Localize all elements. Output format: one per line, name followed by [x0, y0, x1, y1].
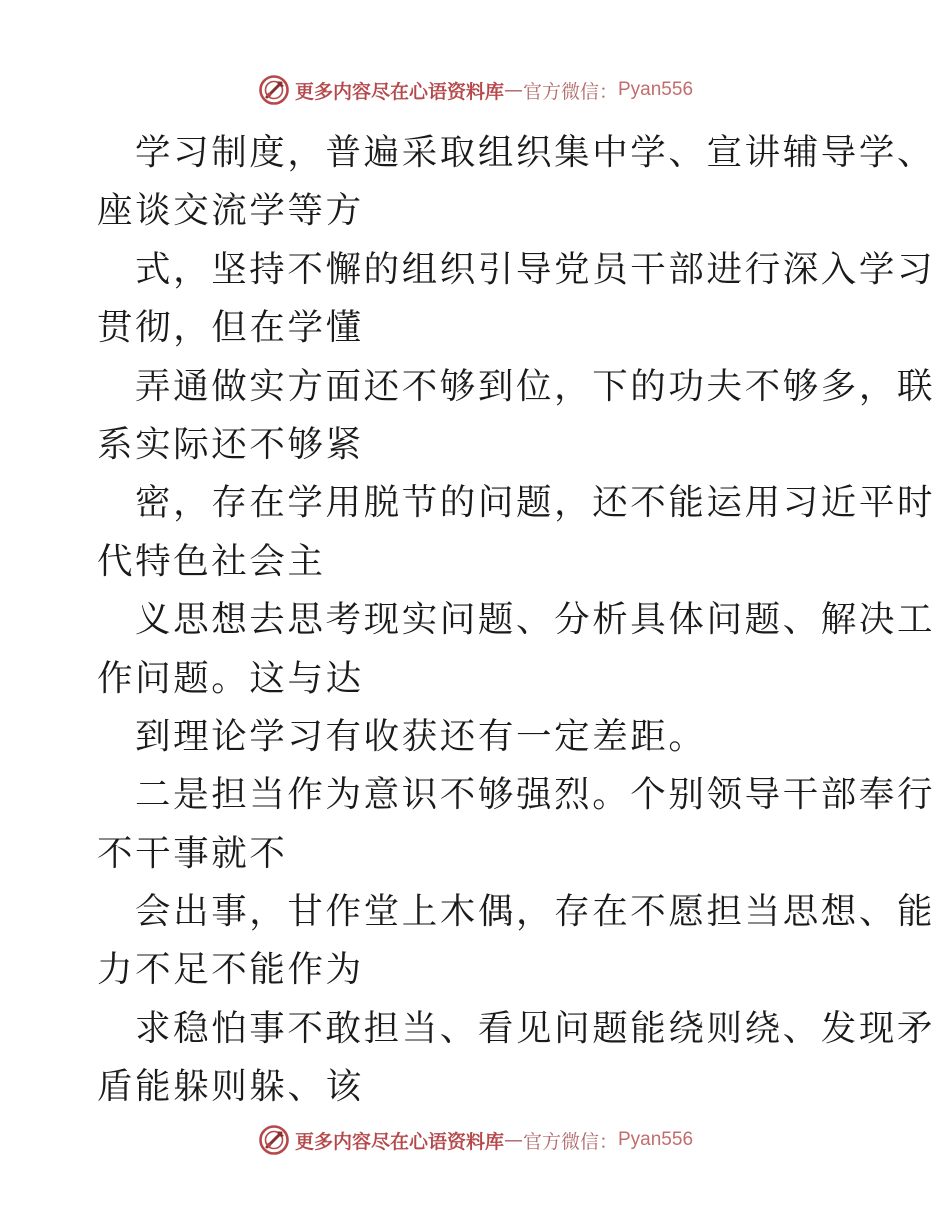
text-line: 作问题。这与达 — [97, 657, 364, 699]
text-line: 盾能躲则躲、该 — [97, 1066, 364, 1108]
text-line: 贯彻，但在学懂 — [97, 307, 364, 349]
text-line: 二是担当作为意识不够强烈。个别领导干部奉行 — [135, 774, 936, 816]
text-line: 力不足不能作为 — [97, 949, 364, 991]
wechat-account: Pyan556 — [618, 1129, 694, 1150]
text-line: 会出事，甘作堂上木偶，存在不愿担当思想、能 — [135, 891, 936, 933]
banner-dash: — — [503, 79, 523, 101]
text-line: 系实际还不够紧 — [97, 423, 364, 465]
text-line: 学习制度，普遍采取组织集中学、宣讲辅导学、 — [135, 132, 936, 173]
wechat-label: 官方微信： — [522, 80, 618, 103]
promo-text: 更多内容尽在心语资料库 — [294, 1130, 504, 1153]
banner-dash: — — [503, 1129, 523, 1151]
promo-text: 更多内容尽在心语资料库 — [294, 80, 504, 103]
text-line: 密，存在学用脱节的问题，还不能运用习近平时 — [135, 482, 936, 524]
text-line: 式，坚持不懈的组织引导党员干部进行深入学习 — [135, 248, 936, 290]
text-line: 弄通做实方面还不够到位，下的功夫不够多，联 — [135, 365, 936, 407]
text-line: 求稳怕事不敢担当、看见问题能绕则绕、发现矛 — [135, 1007, 936, 1049]
text-line: 座谈交流学等方 — [97, 190, 364, 232]
text-line: 义思想去思考现实问题、分析具体问题、解决工 — [135, 599, 936, 641]
text-line: 到理论学习有收获还有一定差距。 — [135, 715, 707, 757]
footer-banner — [0, 1120, 950, 1160]
header-banner — [0, 70, 950, 110]
document-body — [97, 124, 936, 1117]
wechat-account: Pyan556 — [618, 79, 694, 100]
text-line: 不干事就不 — [97, 832, 288, 874]
wechat-label: 官方微信： — [522, 1130, 618, 1153]
seal-logo-icon — [257, 73, 291, 107]
seal-logo-icon — [257, 1123, 291, 1157]
text-line: 代特色社会主 — [97, 540, 326, 582]
